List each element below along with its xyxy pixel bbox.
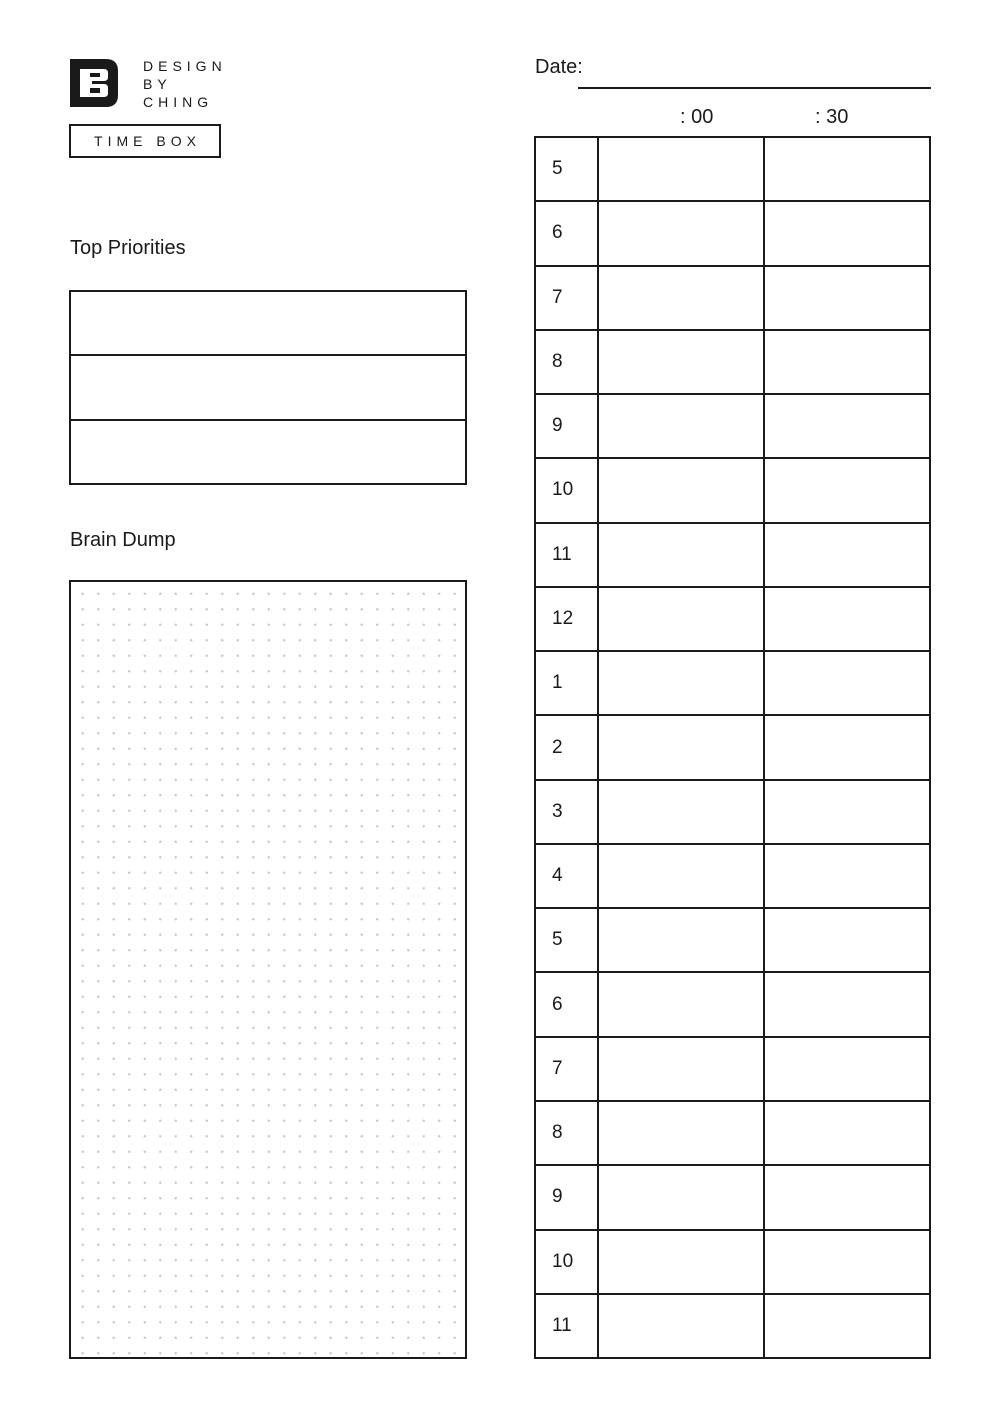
time-slot-30[interactable] [765,138,929,200]
time-slot-00[interactable] [599,138,765,200]
time-slot-00[interactable] [599,652,765,714]
schedule-row [536,395,929,459]
time-slot-30[interactable] [765,1102,929,1164]
schedule-row [536,716,929,780]
schedule-row [536,1038,929,1102]
hour-label: 11 [536,1295,599,1357]
time-slot-30[interactable] [765,781,929,843]
top-priorities-box [69,290,467,485]
time-slot-30[interactable] [765,267,929,329]
brain-dump-heading: Brain Dump [70,529,176,551]
time-slot-00[interactable] [599,459,765,521]
time-box-schedule [534,136,931,1359]
priority-slot-2[interactable] [71,356,465,420]
time-slot-00[interactable] [599,1166,765,1228]
time-slot-30[interactable] [765,1231,929,1293]
schedule-row [536,1102,929,1166]
hour-label: 2 [536,716,599,778]
hour-label: 11 [536,524,599,586]
time-slot-30[interactable] [765,716,929,778]
time-slot-00[interactable] [599,716,765,778]
brand-line-1: DESIGN [143,58,227,74]
time-slot-00[interactable] [599,781,765,843]
date-label: Date: [535,56,583,78]
time-slot-00[interactable] [599,973,765,1035]
schedule-row [536,652,929,716]
time-slot-00[interactable] [599,202,765,264]
time-slot-30[interactable] [765,1038,929,1100]
schedule-row [536,202,929,266]
hour-label: 9 [536,1166,599,1228]
hour-label: 8 [536,331,599,393]
time-slot-30[interactable] [765,395,929,457]
time-slot-30[interactable] [765,909,929,971]
hour-label: 10 [536,459,599,521]
date-field[interactable] [578,87,931,89]
schedule-row [536,1231,929,1295]
time-slot-30[interactable] [765,202,929,264]
time-slot-00[interactable] [599,267,765,329]
brand-line-3: CHING [143,94,214,110]
time-slot-30[interactable] [765,588,929,650]
schedule-row [536,138,929,202]
hour-label: 9 [536,395,599,457]
hour-label: 5 [536,138,599,200]
brain-dump-area[interactable] [69,580,467,1359]
column-header-00: : 00 [680,106,714,128]
time-slot-30[interactable] [765,973,929,1035]
priority-slot-3[interactable] [71,421,465,483]
top-priorities-heading: Top Priorities [70,237,186,259]
schedule-row [536,331,929,395]
time-slot-00[interactable] [599,331,765,393]
time-slot-00[interactable] [599,1231,765,1293]
schedule-row [536,588,929,652]
schedule-row [536,1166,929,1230]
time-slot-30[interactable] [765,331,929,393]
hour-label: 1 [536,652,599,714]
time-slot-00[interactable] [599,588,765,650]
time-slot-30[interactable] [765,845,929,907]
hour-label: 7 [536,1038,599,1100]
hour-label: 10 [536,1231,599,1293]
schedule-row [536,267,929,331]
schedule-row [536,909,929,973]
time-slot-00[interactable] [599,1038,765,1100]
design-by-ching-logo-icon [70,59,118,107]
time-slot-30[interactable] [765,1295,929,1357]
column-header-30: : 30 [815,106,849,128]
time-slot-00[interactable] [599,909,765,971]
time-slot-30[interactable] [765,524,929,586]
schedule-row [536,524,929,588]
priority-slot-1[interactable] [71,292,465,356]
time-slot-00[interactable] [599,1295,765,1357]
hour-label: 3 [536,781,599,843]
time-slot-00[interactable] [599,524,765,586]
hour-label: 4 [536,845,599,907]
schedule-row [536,459,929,523]
brand-name [143,57,227,111]
hour-label: 5 [536,909,599,971]
page-title: TIME BOX [69,124,221,158]
schedule-row [536,1295,929,1357]
brand-line-2: BY [143,76,172,92]
time-slot-30[interactable] [765,459,929,521]
hour-label: 7 [536,267,599,329]
time-slot-00[interactable] [599,1102,765,1164]
hour-label: 6 [536,202,599,264]
hour-label: 6 [536,973,599,1035]
hour-label: 8 [536,1102,599,1164]
schedule-row [536,845,929,909]
schedule-row [536,973,929,1037]
hour-label: 12 [536,588,599,650]
time-slot-30[interactable] [765,652,929,714]
time-slot-00[interactable] [599,845,765,907]
schedule-row [536,781,929,845]
time-slot-30[interactable] [765,1166,929,1228]
time-slot-00[interactable] [599,395,765,457]
